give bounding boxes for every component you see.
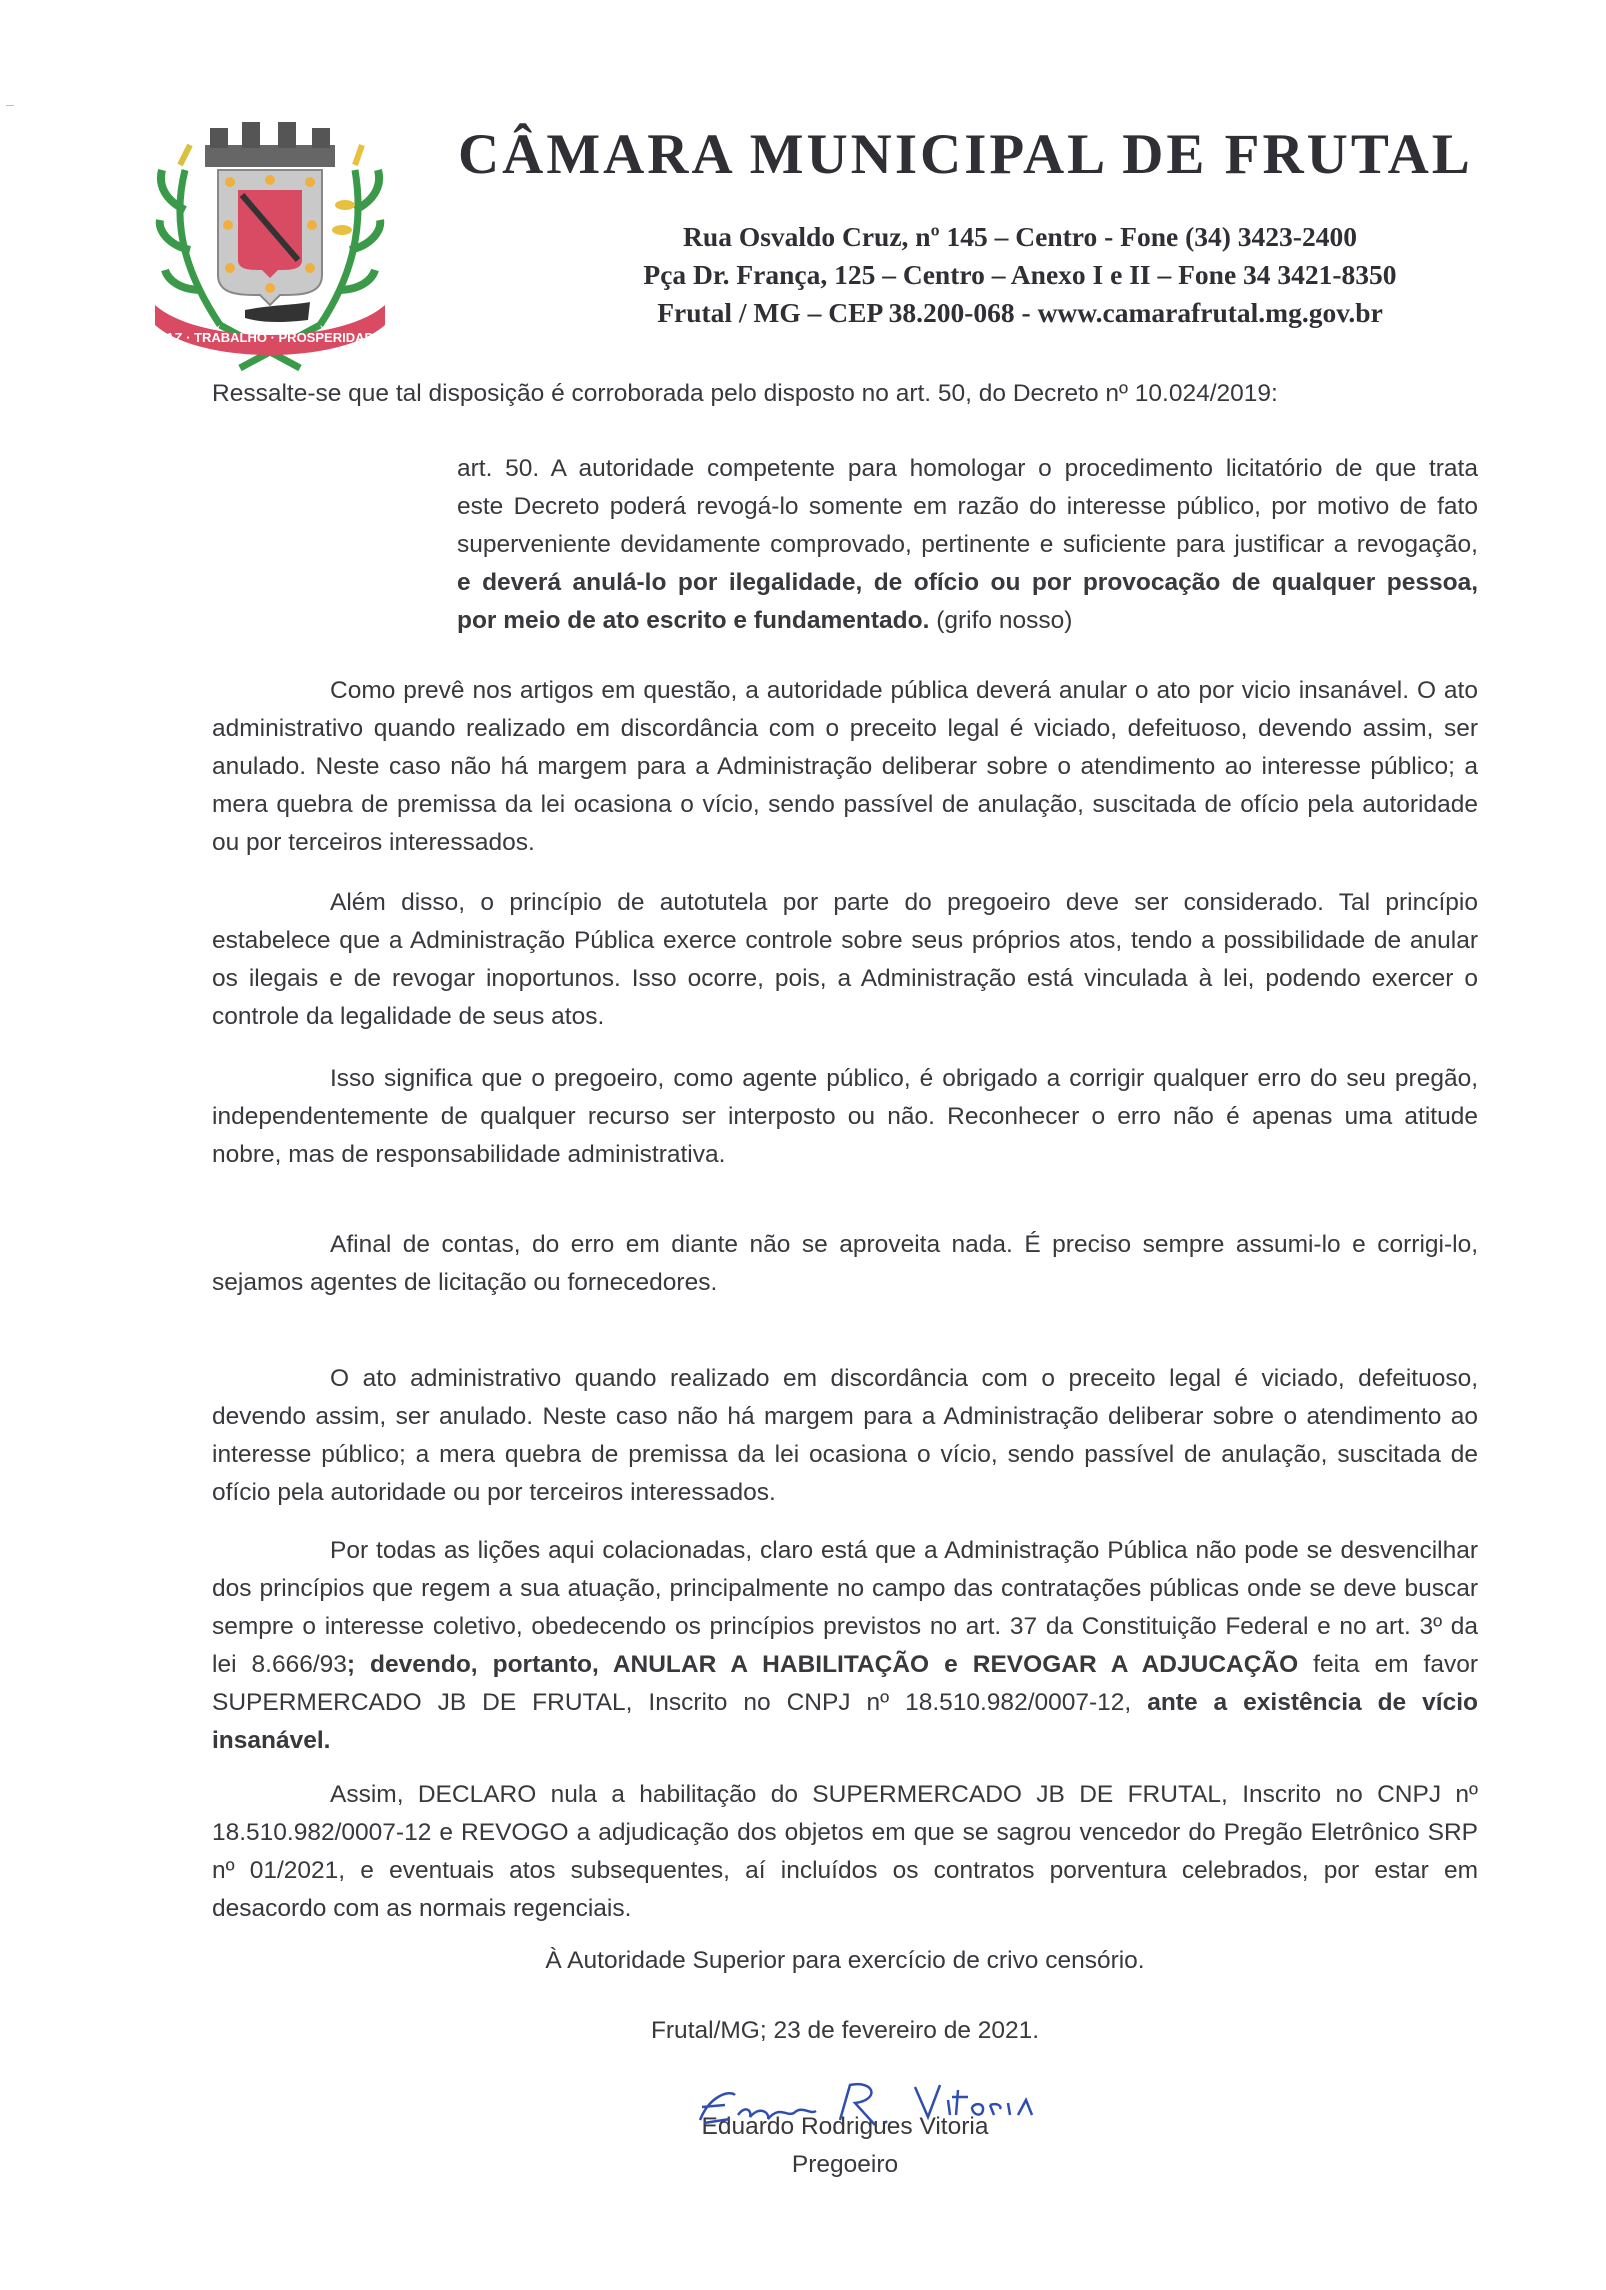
quote-suffix: (grifo nosso) [929,607,1073,634]
paragraph-line: desacordo com as normais regenciais. [212,1895,632,1922]
quote-line: art. 50. A autoridade competente para homologar o procedimento licitatório de que trata [457,455,1478,482]
intro-paragraph: Ressalte-se que tal disposição é corroborada pelo disposto no art. 50, do Decreto nº 10.024/2019: [212,380,1278,407]
quote-line: este Decreto poderá revogá-lo somente em razão do interesse público, por motivo de fato [457,493,1478,520]
page-title: CÂMARA MUNICIPAL DE FRUTAL [458,123,1473,186]
company-reference: SUPERMERCADO JB DE FRUTAL, Inscrito no CNPJ nº 18.510.982/0007-12, [212,1689,1148,1716]
paragraph-line: devendo assim, ser anulado. Neste caso não há margem para a Administração deliberar sobre o atendimento ao [212,1403,1478,1430]
paragraph-line: os ilegais e de revogar inoportunos. Isso ocorre, pois, a Administração está vinculada à lei, podendo exercer o [212,965,1478,992]
paragraph-line: ofício pela autoridade ou por terceiros interessados. [212,1479,776,1506]
signer-role: Pregoeiro [791,2151,899,2178]
quote-line: superveniente devidamente comprovado, pertinente e suficiente para justificar a revogação, [457,531,1478,558]
paragraph-line: Além disso, o princípio de autotutela por parte do pregoeiro deve ser considerado. Tal princípio [330,889,1478,916]
quote-line-bold: por meio de ato escrito e fundamentado. [457,607,930,634]
paragraph-text: feita em favor [1298,1651,1478,1678]
paragraph-line: nº 01/2021, e eventuais atos subsequentes, aí incluídos os contratos porventura celebrados, por estar em [212,1857,1478,1884]
paragraph-conclusao [212,1532,1478,1760]
paragraph-line: 18.510.982/0007-12 e REVOGO a adjudicação dos objetos em que se sagrou vencedor do Pregão Eletrônico SRP [212,1819,1478,1846]
paragraph-line: controle da legalidade de seus atos. [212,1003,605,1030]
paragraph-line: Afinal de contas, do erro em diante não se aproveita nada. É preciso sempre assumi-lo e corrigi-lo, [330,1231,1478,1258]
address-line: Frutal / MG – CEP 38.200-068 - www.camarafrutal.mg.gov.br [657,297,1383,328]
date-line: Frutal/MG; 23 de fevereiro de 2021. [650,2017,1040,2044]
paragraph-line: ou por terceiros interessados. [212,829,535,856]
paragraph-line: Isso significa que o pregoeiro, como agente público, é obrigado a corrigir qualquer erro do seu pregão, [330,1065,1478,1092]
closing-line: À Autoridade Superior para exercício de crivo censório. [545,1947,1145,1974]
paragraph-line: anulado. Neste caso não há margem para a Administração deliberar sobre o atendimento ao interesse público; a [212,753,1478,780]
paragraph-line: Assim, DECLARO nula a habilitação do SUPERMERCADO JB DE FRUTAL, Inscrito no CNPJ nº [330,1781,1478,1808]
paragraph-ato-administrativo [212,1360,1478,1512]
coat-of-arms-icon [150,110,390,370]
paragraph-autotutela [212,884,1478,1036]
motto-text: PAZ · TRABALHO · PROSPERIDADE [157,330,383,345]
decision-emphasis: ; devendo, portanto, ANULAR A HABILITAÇÃO e REVOGAR A ADJUCAÇÃO [346,1651,1299,1678]
decision-emphasis: ante a existência de vício [1147,1689,1478,1716]
paragraph-line: Por todas as lições aqui colacionadas, claro está que a Administração Pública não pode se desvencilhar [330,1537,1478,1564]
paragraph-line: nobre, mas de responsabilidade administrativa. [212,1141,726,1168]
signer-name: Eduardo Rodrigues Vitoria [701,2113,989,2140]
paragraph-line: Como prevê nos artigos em questão, a autoridade pública deverá anular o ato por vicio insanável. O ato [330,677,1478,704]
paragraph-line: dos princípios que regem a sua atuação, principalmente no campo das contratações públicas onde se deve buscar [212,1575,1478,1602]
address-line: Pça Dr. França, 125 – Centro – Anexo I e II – Fone 34 3421-8350 [643,259,1397,290]
scan-artifact [6,105,14,106]
header-address [560,218,1480,332]
quote-line-bold: e deverá anulá-lo por ilegalidade, de ofício ou por provocação de qualquer pessoa, [457,569,1478,596]
paragraph-declaracao [212,1776,1478,1928]
address-line: Rua Osvaldo Cruz, nº 145 – Centro - Fone (34) 3423-2400 [683,221,1357,252]
paragraph-erro [212,1226,1478,1302]
paragraph-line: sempre o interesse coletivo, obedecendo os princípios previstos no art. 37 da Constituição Federal e no art. 3º da [212,1613,1478,1640]
law-reference: lei 8.666/93 [212,1651,347,1678]
paragraph-line: sejamos agentes de licitação ou fornecedores. [212,1269,718,1296]
paragraph-line: mera quebra de premissa da lei ocasiona o vício, sendo passível de anulação, suscitada de ofício pela autoridade [212,791,1478,818]
paragraph-line: interesse público; a mera quebra de premissa da lei ocasiona o vício, sendo passível de anulação, suscitada de [212,1441,1478,1468]
paragraph-pregoeiro [212,1060,1478,1174]
signature-text: Eduardo R. Vitoria [690,2062,821,2079]
paragraph-line: O ato administrativo quando realizado em discordância com o preceito legal é viciado, defeituoso, [330,1365,1478,1392]
paragraph-line: estabelece que a Administração Pública exerce controle sobre seus próprios atos, tendo a possibilidade de anular [212,927,1478,954]
paragraph-line: independentemente de qualquer recurso ser interposto ou não. Reconhecer o erro não é apenas uma atitude [212,1103,1478,1130]
law-quote [457,450,1478,640]
paragraph-anulacao [212,672,1478,862]
handwritten-signature [690,2062,1070,2135]
decision-emphasis: insanável. [212,1727,331,1754]
paragraph-line: administrativo quando realizado em discordância com o preceito legal é viciado, defeituoso, devendo assim, ser [212,715,1478,742]
